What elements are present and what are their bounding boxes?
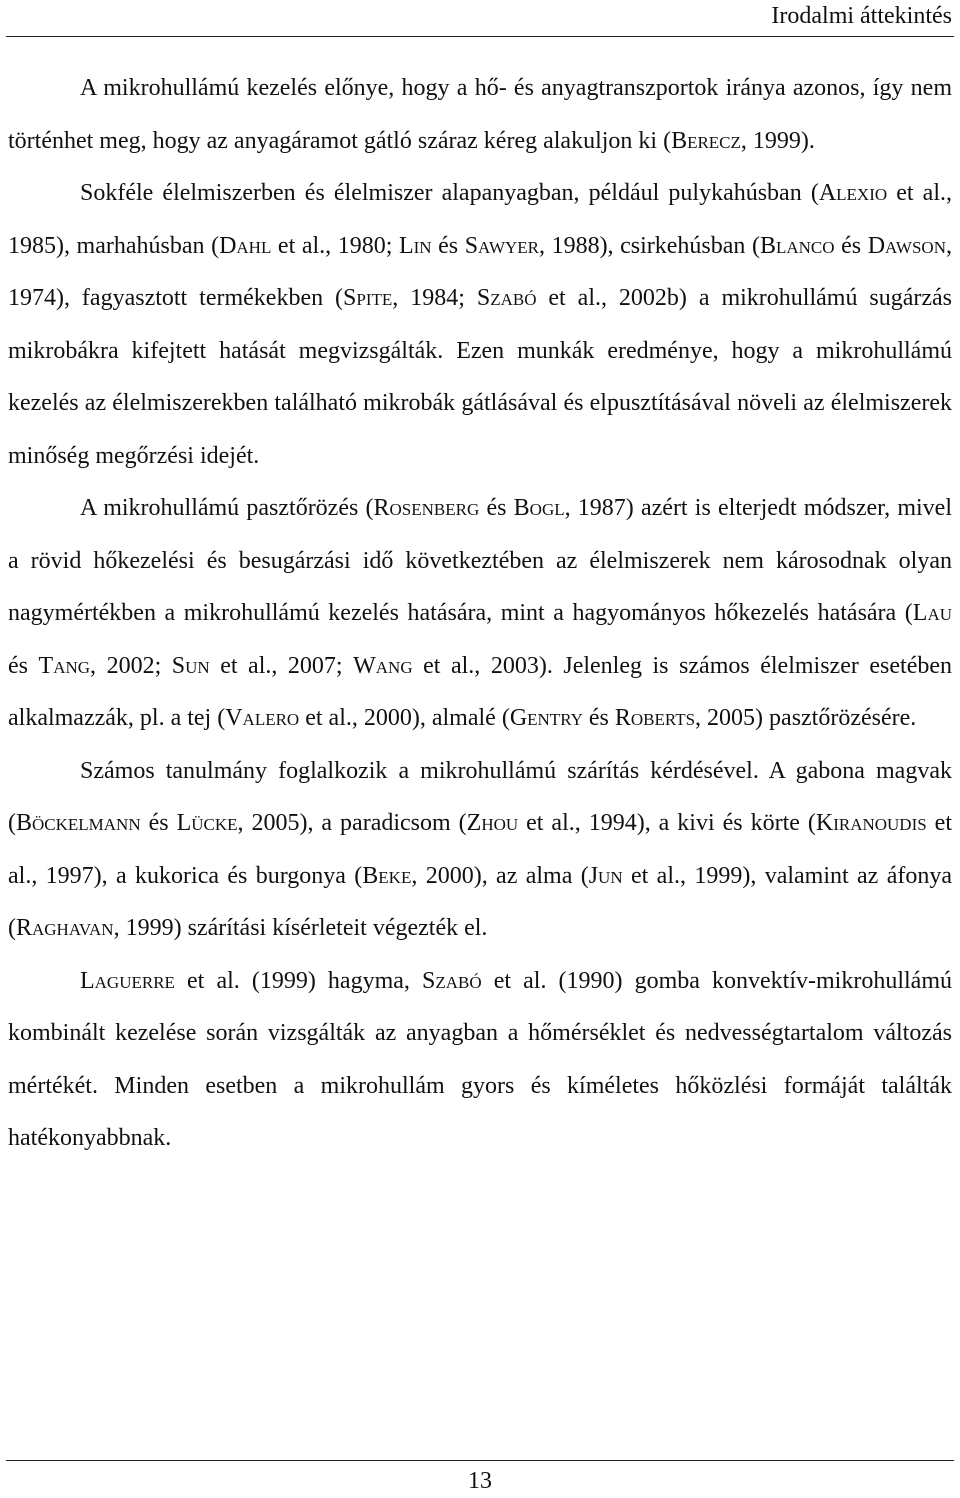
text-run: et al., 2007; [209,652,354,679]
text-run: et al., 1999), valamint az áfonya ( [8,862,952,941]
text-run: A mikrohullámú pasztőrözés ( [80,495,374,521]
page-number: 13 [468,1468,492,1494]
author-name: Gentry [509,705,583,731]
author-name: Zhou [466,810,519,836]
author-name: Rosenberg [373,495,480,521]
author-name: Spite [343,285,393,311]
author-name: Dahl [219,232,272,259]
author-name: Sun [171,652,210,679]
text-run: és [582,705,615,731]
footer-rule [6,1460,954,1461]
author-name: Tang [38,652,91,679]
author-name: Beke [362,862,412,889]
text-run: , 1974), fagyasztott termékekben ( [8,232,952,311]
text-run: et al., 2003). Jelenleg is számos élelmiszer esetében alkalmazzák, pl. a tej ( [8,652,952,731]
text-run: és [834,232,868,259]
author-name: Valero [225,705,300,731]
paragraph-pasteurization [8,482,952,745]
author-name: Lin [398,232,432,259]
text-run: , 2005) pasztőrözésére. [695,705,917,731]
author-name: Raghavan [16,915,114,941]
running-head-section-title: Irodalmi áttekintés [771,3,952,29]
paragraph-drying [8,745,952,955]
text-run: és [8,652,39,679]
author-name: Jun [588,862,623,889]
author-name: Böckelmann [16,810,141,836]
paragraph-microwave-advantage [8,62,952,167]
author-name: Lücke [176,810,238,836]
document-body [8,62,952,1165]
text-run: et al. (1999) hagyma, [174,967,422,994]
author-name: Wang [353,652,413,679]
text-run: , 1987) azért is elterjedt módszer, mivel a rövid hőkezelési és besugárzási idő következtében az élelmiszerek nem károsodnak olyan nagymértékben a mikrohullámú kezelés hatására, mint a hagyományos hőkezelés hatására ( [8,495,952,626]
text-run: , 2005), a paradicsom ( [237,810,467,836]
text-run: et al., 1985), marhahúsban ( [8,180,952,259]
text-run: és [479,495,514,521]
author-name: Roberts [614,705,696,731]
text-run: et al., 1980; [271,232,399,259]
author-name: Blanco [759,232,835,259]
text-run: Sokféle élelmiszerben és élelmiszer alapanyagban, például pulykahúsban ( [80,180,819,206]
author-name: Dawson [867,232,946,259]
text-run: et al., 2002b) a mikrohullámú sugárzás mikrobákra kifejtett hatását megvizsgálták. Ezen munkák eredménye, hogy a mikrohullámú kezelés az élelmiszerekben található mikrobák gátlásával és elpusztításával növeli az élelmiszerek minőség megőrzési idejét. [8,285,953,469]
text-run: , 1999). [740,127,815,154]
text-run: et al. (1990) gomba konvektív-mikrohullámú kombinált kezelése során vizsgálták az anyagban a hőmérséklet és nedvességtartalom változás mértékét. Minden esetben a mikrohullám gyors és kíméletes hőközlési formáját találták hatékonyabbnak. [8,967,952,1151]
header-rule [6,36,954,37]
text-run: et al., 1997), a kukorica és burgonya ( [8,810,952,889]
text-run: és [431,232,465,259]
author-name: Bogl [513,495,565,521]
text-run: és [140,810,177,836]
paragraph-microbial-studies [8,167,952,482]
text-run: , 1999) szárítási kísérleteit végezték el. [113,915,488,941]
text-run: , 2000), az alma ( [411,862,589,889]
text-run: A mikrohullámú kezelés előnye, hogy a hő- és anyagtranszportok iránya azonos, így nem történhet meg, hogy az anyagáramot gátló száraz kéreg alakuljon ki ( [8,75,952,154]
text-run: Számos tanulmány foglalkozik a mikrohullámú szárítás kérdésével. A gabona magvak ( [8,757,952,836]
author-name: Szabó [422,967,482,994]
author-name: Berecz [671,127,741,154]
text-run: et al., 2000), almalé ( [299,705,510,731]
author-name: Lau [912,600,952,626]
author-name: Laguerre [80,967,175,994]
paragraph-combined-treatment [8,955,952,1165]
text-run: et al., 1994), a kivi és körte ( [518,810,816,836]
text-run: , 1984; [392,285,477,311]
author-name: Alexio [818,180,888,206]
author-name: Szabó [476,285,537,311]
text-run: , 1988), csirkehúsban ( [539,232,760,259]
author-name: Sawyer [464,232,539,259]
text-run: , 2002; [90,652,172,679]
author-name: Kiranoudis [815,810,927,836]
